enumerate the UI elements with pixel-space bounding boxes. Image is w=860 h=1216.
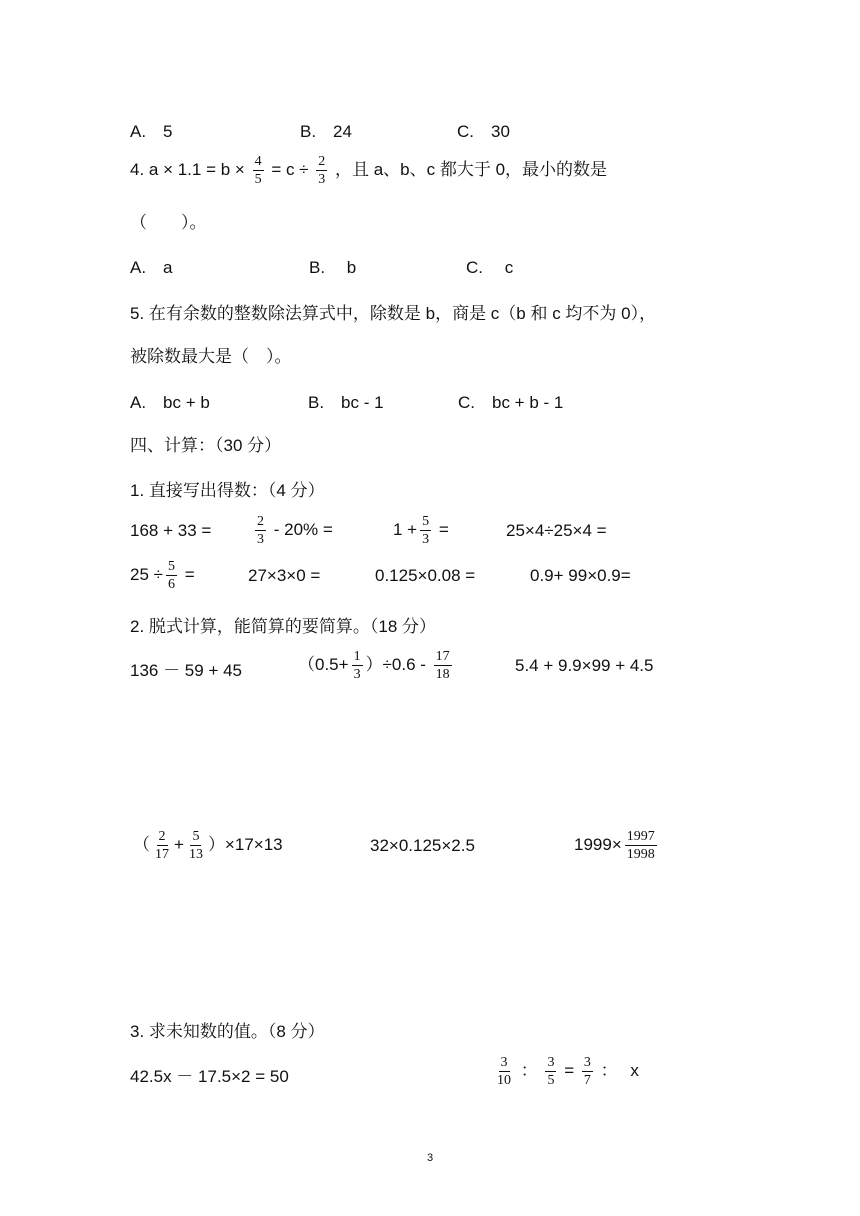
p2-expr-2-fraction-1	[352, 648, 363, 683]
q4-text-3: ，且 a、b、c 都大于 0，最小的数是	[335, 160, 608, 179]
p2-expr-4-text-post: ）×17×13	[207, 835, 283, 854]
p2-expr-4-fraction-2	[187, 828, 205, 863]
fraction-denominator: 18	[435, 667, 450, 683]
p3-equation-1: 42.5x － 17.5×2 = 50	[130, 1067, 289, 1086]
part-2-title: 2. 脱式计算，能简算的要简算。（18 分）	[130, 617, 437, 636]
p2-expr-4	[133, 823, 283, 867]
fraction-denominator: 17	[155, 847, 169, 863]
p1-r1c1: 168 + 33 =	[130, 521, 212, 540]
p2-expr-6-text-pre: 1999×	[574, 835, 622, 854]
p2-expr-4-fraction-1	[153, 828, 171, 863]
fraction-numerator: 3	[547, 1055, 555, 1071]
p1-r2c1	[130, 553, 195, 597]
fraction-denominator: 5	[547, 1073, 555, 1089]
p2-expr-2-text-mid: ）÷0.6 -	[365, 655, 426, 674]
fraction-denominator: 10	[497, 1073, 511, 1089]
p1-r1c3	[393, 508, 449, 552]
p1-r1c3-text-post: =	[438, 520, 449, 539]
q4-answer-blank: （ ）。	[130, 213, 207, 232]
section-4-heading: 四、计算：（30 分）	[130, 436, 282, 455]
q4-option-c: C. c	[466, 258, 514, 277]
p3-eq2-fraction-2	[545, 1054, 556, 1089]
p1-r1c2-fraction	[255, 513, 266, 548]
p1-r1c3-text-pre: 1 +	[393, 520, 418, 539]
fraction-denominator: 3	[353, 667, 361, 683]
q5-question-line-2: 被除数最大是（ ）。	[130, 347, 292, 366]
p2-expr-2-fraction-2	[434, 648, 452, 683]
p1-r1c3-fraction	[420, 513, 431, 548]
fraction-numerator: 5	[192, 829, 200, 845]
p2-expr-6	[574, 823, 660, 867]
p2-expr-1: 136 － 59 + 45	[130, 661, 243, 680]
fraction-numerator: 4	[254, 154, 262, 170]
fraction-numerator: 2	[158, 829, 166, 845]
p2-expr-5: 32×0.125×2.5	[370, 836, 475, 855]
q4-text-2: = c ÷	[271, 160, 309, 179]
fraction-numerator: 17	[435, 649, 450, 665]
fraction-denominator: 3	[422, 532, 430, 548]
p3-equation-2	[492, 1049, 639, 1093]
q5-option-b: B. bc - 1	[308, 393, 384, 412]
q5-option-c: C. bc + b - 1	[458, 393, 564, 412]
q4-question	[130, 148, 607, 192]
fraction-denominator: 7	[583, 1073, 591, 1089]
fraction-denominator: 5	[254, 172, 262, 188]
part-3-title: 3. 求未知数的值。（8 分）	[130, 1022, 325, 1041]
page-number: 3	[427, 1152, 434, 1164]
p1-r1c2	[252, 508, 333, 552]
part-1-title: 1. 直接写出得数：（4 分）	[130, 481, 325, 500]
q4-fraction-1	[253, 153, 264, 188]
p3-eq2-colon-1: ：	[520, 1061, 538, 1080]
q4-option-a: A. a	[130, 258, 173, 277]
p3-eq2-colon-2: ：	[600, 1061, 618, 1080]
p2-expr-2-text-pre: （0.5+	[298, 655, 349, 674]
q5-option-a: A. bc + b	[130, 393, 210, 412]
p1-r1c2-text: - 20% =	[273, 520, 333, 539]
p2-expr-2	[298, 643, 455, 687]
fraction-numerator: 2	[318, 154, 326, 170]
p3-eq2-fraction-1	[495, 1054, 513, 1089]
p1-r2c4: 0.9+ 99×0.9=	[530, 566, 631, 585]
q3-option-c: C. 30	[457, 122, 510, 141]
p1-r2c1-fraction	[166, 558, 177, 593]
q4-fraction-2	[316, 153, 327, 188]
fraction-numerator: 1	[353, 649, 361, 665]
fraction-denominator: 3	[257, 532, 264, 548]
q3-option-b: B. 24	[300, 122, 352, 141]
fraction-denominator: 13	[188, 847, 203, 863]
fraction-denominator: 3	[318, 172, 326, 188]
p1-r2c2: 27×3×0 =	[248, 566, 321, 585]
fraction-numerator: 2	[257, 514, 264, 530]
p3-eq2-unknown: x	[630, 1061, 639, 1080]
fraction-numerator: 5	[422, 514, 430, 530]
p2-expr-6-fraction	[625, 828, 657, 863]
p2-expr-4-text-pre: （	[133, 835, 150, 854]
fraction-numerator: 5	[167, 559, 175, 575]
q4-text-1: 4. a × 1.1 = b ×	[130, 160, 245, 179]
fraction-numerator: 3	[500, 1055, 508, 1071]
q4-option-b: B. b	[309, 258, 357, 277]
q5-question-line-1: 5. 在有余数的整数除法算式中，除数是 b，商是 c（b 和 c 均不为 0），	[130, 304, 657, 323]
fraction-denominator: 6	[167, 577, 175, 593]
q3-option-a: A. 5	[130, 122, 173, 141]
p3-eq2-equals: =	[564, 1061, 575, 1080]
fraction-numerator: 1997	[626, 829, 655, 845]
p1-r1c4: 25×4÷25×4 =	[506, 521, 607, 540]
fraction-denominator: 1998	[626, 847, 655, 863]
fraction-numerator: 3	[583, 1055, 591, 1071]
p1-r2c3: 0.125×0.08 =	[375, 566, 476, 585]
p3-eq2-fraction-3	[582, 1054, 593, 1089]
p1-r2c1-text-pre: 25 ÷	[130, 565, 163, 584]
p1-r2c1-text-post: =	[184, 565, 195, 584]
p2-expr-3: 5.4 + 9.9×99 + 4.5	[515, 656, 654, 675]
p2-expr-4-plus: +	[174, 835, 184, 854]
